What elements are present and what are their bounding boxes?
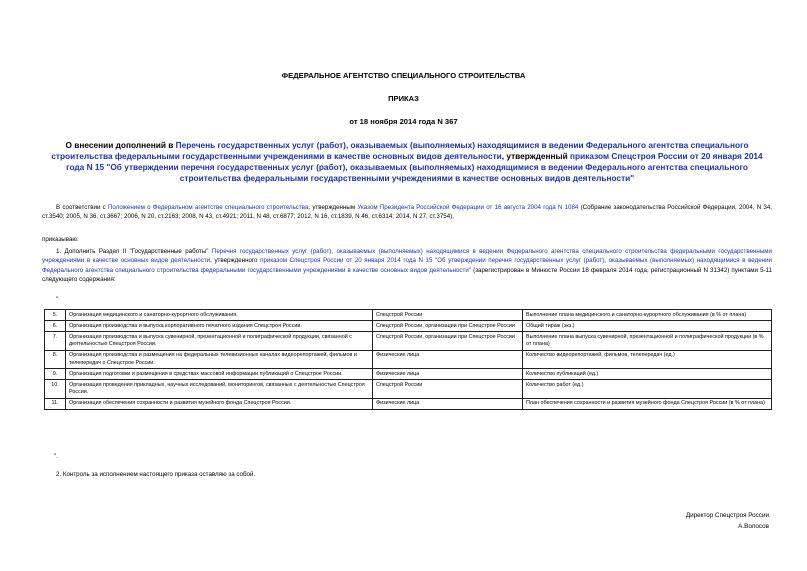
preamble-link-decree[interactable]: Указом Президента Российской Федерации от 16 августа 2004 года N 1084 (357, 204, 579, 211)
row-number: 10. (45, 380, 66, 398)
title-link-order[interactable]: приказом Спецстроя России от 20 января 2014 года N 15 "Об утверждении перечня государственных услуг (работ), оказываемых (выполняемых) находящимися в ведении Федерального агентства специального строительства федеральными государственными учреждениями в качестве основных видов деятельности" (66, 151, 763, 183)
row-consumer: Физические лица (373, 369, 523, 380)
table-row (45, 398, 772, 409)
table-row (45, 350, 772, 368)
row-indicator: Выполнение плана медицинского и санаторно-курортного обслуживания (в % от плана) (523, 310, 772, 321)
row-number: 11. (45, 398, 66, 409)
table-row (45, 369, 772, 380)
row-number: 8. (45, 350, 66, 368)
row-consumer: Спецстрой России, организации при Спецстрое России (373, 332, 523, 350)
item1-link-order[interactable]: приказом Спецстроя России от 20 января 2014 года N 15 "Об утверждении перечня государственных услуг (работ), оказываемых (выполняемых) находящимися в ведении Федерального агентства специального строительства федеральными государственными учреждениями в качестве основных видов деятельности" (42, 257, 772, 274)
preamble-paragraph (42, 203, 772, 222)
row-work-name: Организация обеспечения сохранности и развития музейного фонда Спецстроя России. (66, 398, 373, 409)
table-row (45, 332, 772, 350)
services-table (44, 309, 772, 410)
row-work-name: Организация производства и выпуска корпоративного печатного издания Спецстроя России. (66, 321, 373, 332)
preamble-text-3: (Собрание законодательства Российской Федерации, 2004, N 34, ст.3540; 2005, N 36, ст.3667; 2006, N 20, ст.2163; 2008, N 43, ст.4921; 2011, N 48, ст.6877; 2012, N 16, ст.1839, N 46, ст.6314; 2014, N 27, ст.3754), (42, 204, 772, 221)
row-indicator: Общий тираж (экз.) (523, 321, 772, 332)
row-consumer: Спецстрой России (373, 380, 523, 398)
row-work-name: Организация подготовки и размещения в средствах массовой информации публикаций о Спецстрое России. (66, 369, 373, 380)
table-row (45, 310, 772, 321)
row-consumer: Спецстрой России, организации при Спецстрое России (373, 321, 523, 332)
row-consumer: Физические лица (373, 398, 523, 409)
preamble-text-1: В соответствии с (56, 204, 108, 211)
signatory-position: Директор Спецстроя России (685, 512, 769, 519)
row-indicator: План обеспечения сохранности и развития музейного фонда Спецстроя России (в % от плана) (523, 398, 772, 409)
row-number: 5. (45, 310, 66, 321)
quote-close: ". (54, 453, 58, 460)
document-title (42, 140, 772, 184)
row-work-name: Организация медицинского и санаторно-курортного обслуживания. (66, 310, 373, 321)
quote-open: " (56, 296, 59, 303)
title-prefix: О внесении дополнений в (65, 140, 176, 150)
row-indicator: Количество работ (ед.) (523, 380, 772, 398)
item1-text-2: , утвержденного (210, 257, 261, 265)
item-1-paragraph (42, 247, 772, 284)
item1-text-3: (зарегистрирован в Минюсте России 18 февраля 2014 года, регистрационный N 31342) пунктами 5-11 следующего содержания: (42, 266, 772, 283)
row-consumer: Физические лица (373, 350, 523, 368)
row-work-name: Организация производства и размещения на федеральных телевизионных каналах видеорепортажей, фильмов и телепередач о Спецстрое России. (66, 350, 373, 368)
row-work-name: Организация проведения прикладных, научных исследований, мониторингов, связанных с деятельностью Спецстроя России. (66, 380, 373, 398)
item1-link-list[interactable]: Перечня государственных услуг (работ), оказываемых (выполняемых) находящимися в ведении Федерального агентства специального строительства федеральными государственными учреждениями в качестве основных видов деятельности (42, 248, 772, 265)
row-consumer: Спецстрой России (373, 310, 523, 321)
signature-block (686, 511, 769, 532)
preamble-link-regulation[interactable]: Положением о Федеральном агентстве специального строительства (107, 204, 309, 211)
row-number: 9. (45, 369, 66, 380)
signatory-name: А.Волосов (738, 522, 769, 530)
row-number: 6. (45, 321, 66, 332)
preamble-text-2: , утвержденным (308, 204, 358, 211)
row-indicator: Количество публикаций (ед.) (523, 369, 772, 380)
document-type: ПРИКАЗ (388, 94, 419, 103)
row-work-name: Организация производства и выпуска сувенирной, презентационной и полиграфической продукции, связанной с деятельностью Спецстроя России. (66, 332, 373, 350)
row-number: 7. (45, 332, 66, 350)
item-2-paragraph: 2. Контроль за исполнением настоящего приказа оставляю за собой. (56, 471, 256, 478)
row-indicator: Выполнение плана выпуска сувенирной, презентационной и полиграфической продукции (в % от плана) (523, 332, 772, 350)
agency-name: ФЕДЕРАЛЬНОЕ АГЕНТСТВО СПЕЦИАЛЬНОГО СТРОИТЕЛЬСТВА (281, 71, 526, 80)
order-word: приказываю: (42, 236, 79, 243)
item1-text-1: 1. Дополнить Раздел II "Государственные работы" (56, 248, 212, 255)
table-row (45, 380, 772, 398)
document-date-number: от 18 ноября 2014 года N 367 (349, 117, 458, 126)
table-row (45, 321, 772, 332)
title-link-list[interactable]: Перечень государственных услуг (работ), оказываемых (выполняемых) находящимися в ведении Федерального агентства специального строительства федеральными государственными учреждениями в качестве основных видов деятельности (51, 140, 749, 161)
title-mid: , утвержденный (501, 151, 571, 161)
row-indicator: Количество видеорепортажей, фильмов, телепередач (ед.) (523, 350, 772, 368)
